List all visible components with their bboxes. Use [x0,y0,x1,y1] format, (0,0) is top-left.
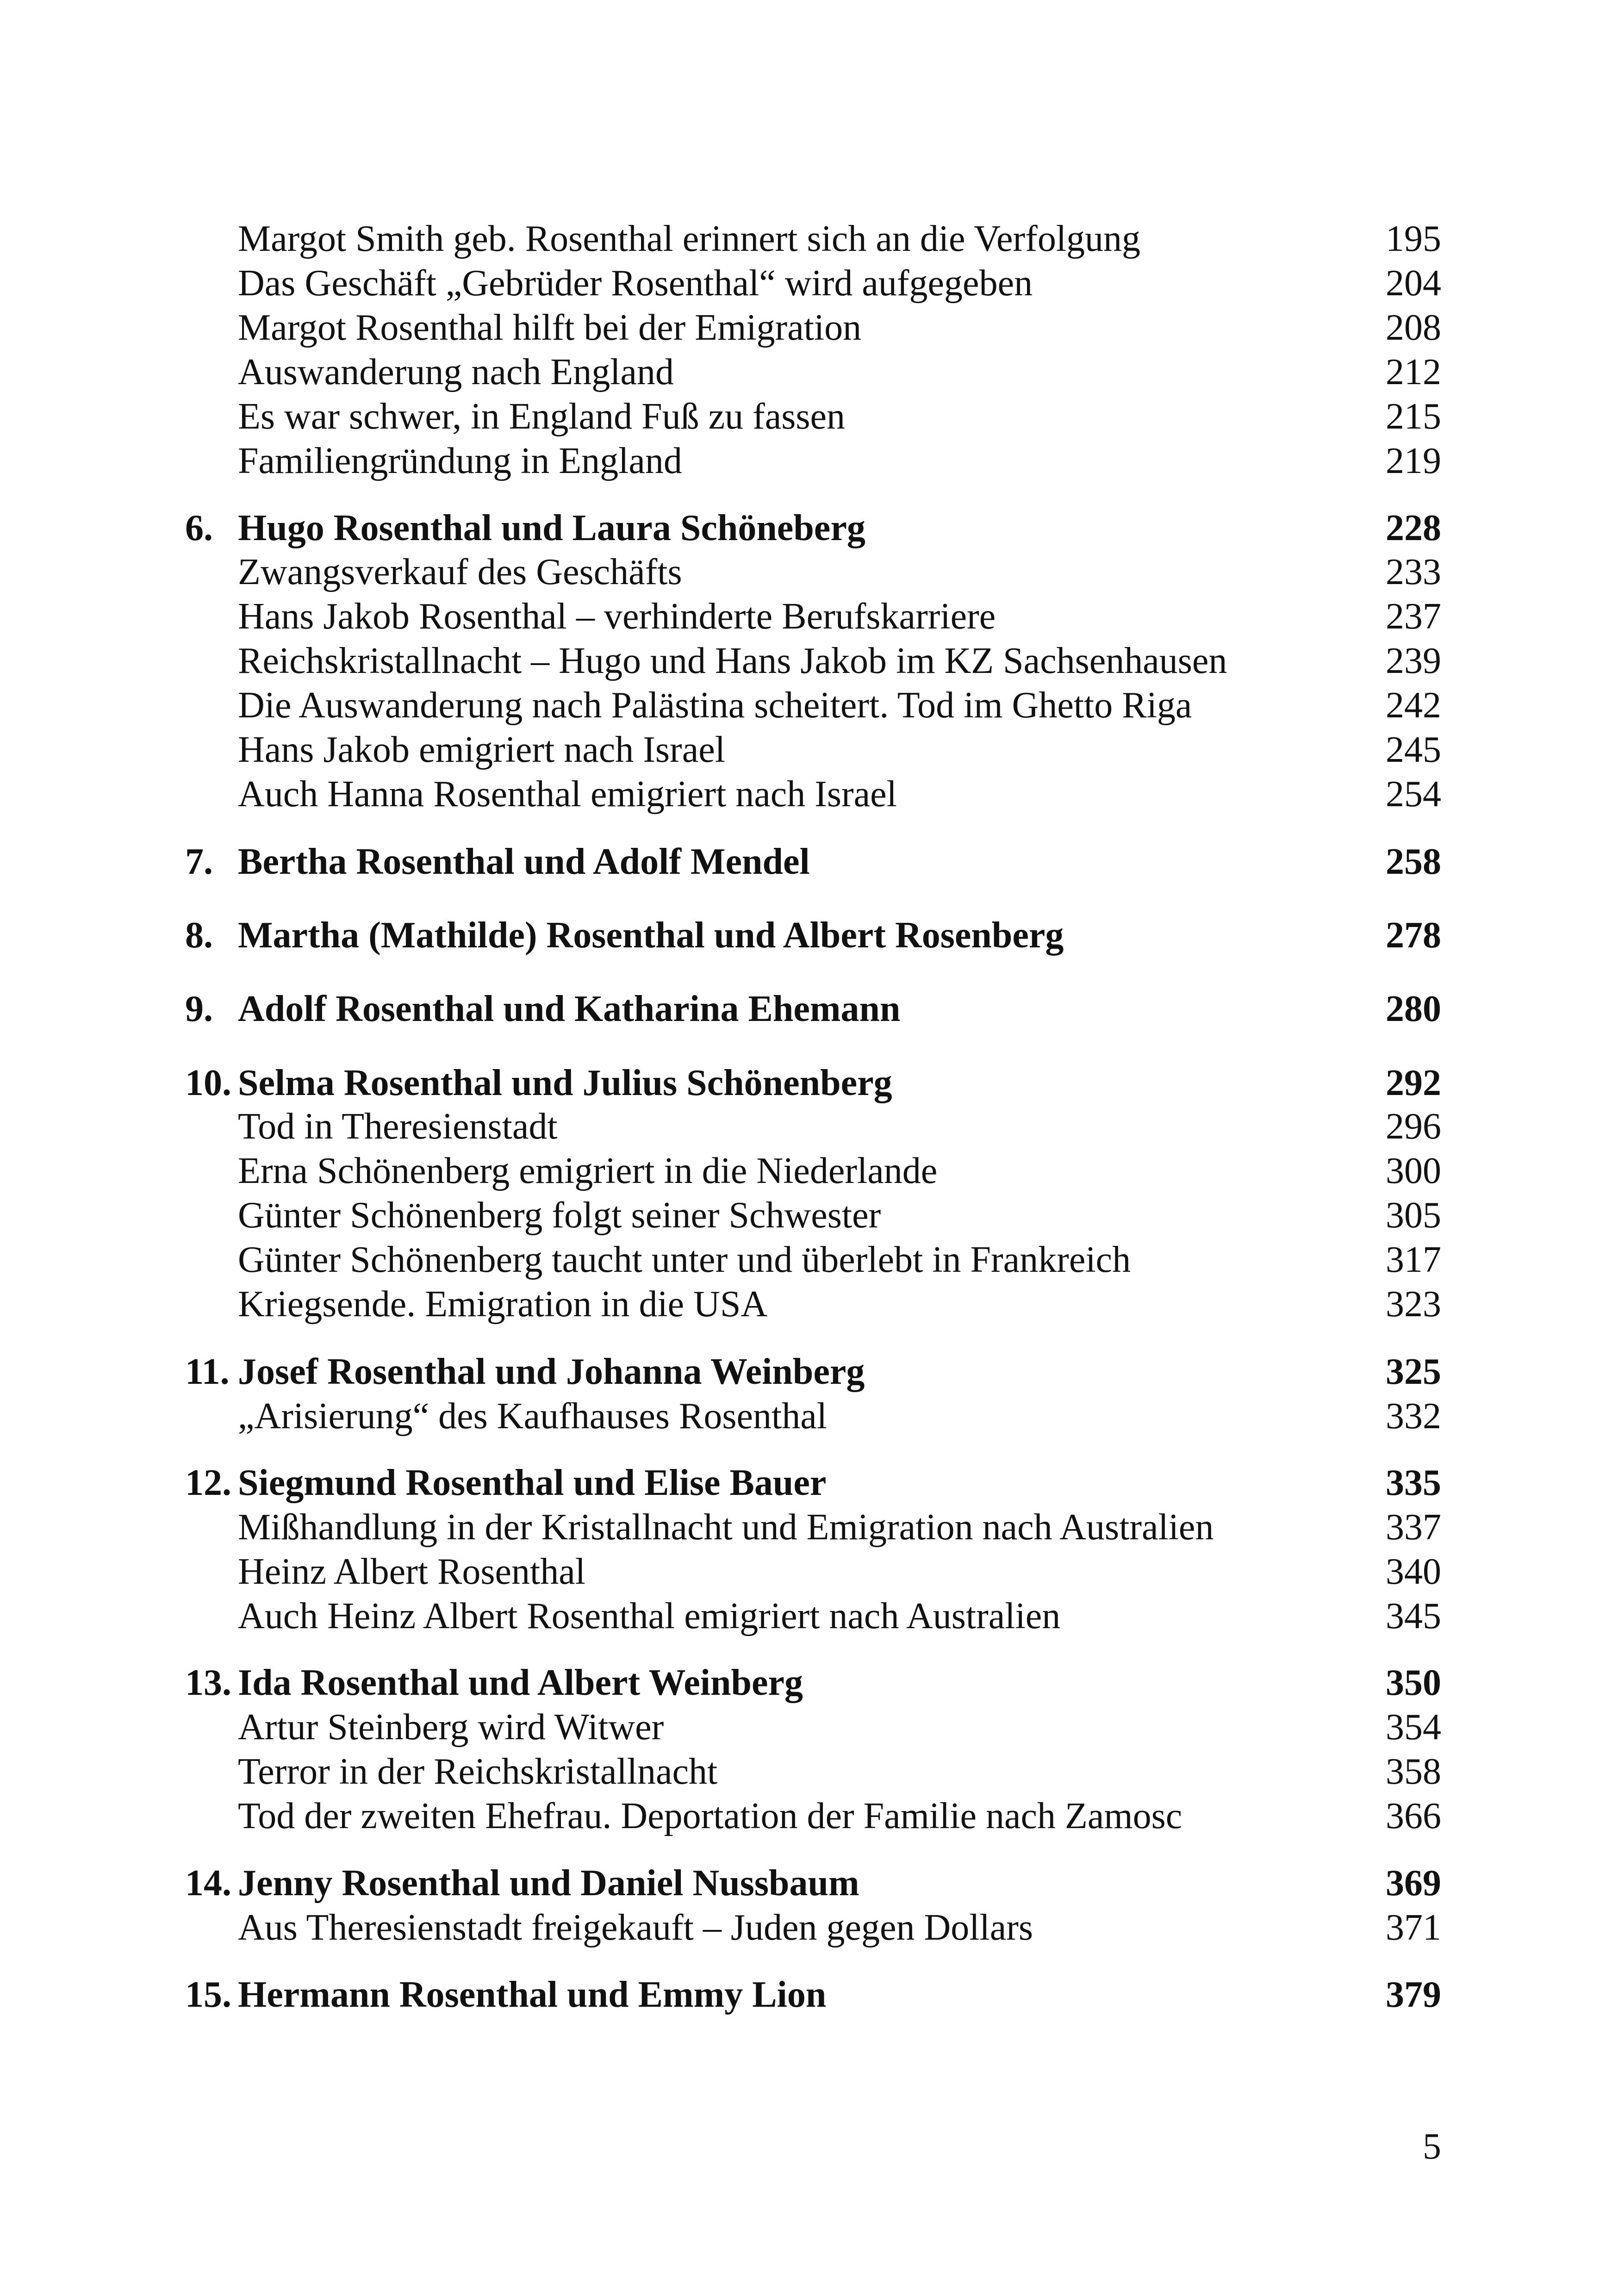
toc-chapter-number: 13. [185,1662,231,1703]
toc-entry-title: Martha (Mathilde) Rosenthal und Albert Rosenberg [238,915,1064,956]
toc-entry-title: Reichskristallnacht – Hugo und Hans Jakob im KZ Sachsenhausen [238,641,1227,681]
toc-entry-title: Heinz Albert Rosenthal [238,1551,585,1592]
toc-subentry-row [0,1149,1618,1193]
toc-entry-page: 323 [1386,1284,1441,1325]
toc-subentry-row [0,1794,1618,1838]
toc-subentry-row [0,683,1618,728]
toc-subentry-row [0,1193,1618,1238]
toc-chapter-number: 14. [185,1863,231,1904]
toc-chapter-row [0,506,1618,550]
toc-entry-title: Tod in Theresienstadt [238,1106,558,1147]
toc-chapter-row [0,1661,1618,1705]
toc-entry-title: Selma Rosenthal und Julius Schönenberg [238,1063,892,1103]
toc-entry-title: Artur Steinberg wird Witwer [238,1707,664,1748]
toc-entry-title: Auch Heinz Albert Rosenthal emigriert nach Australien [238,1596,1061,1636]
toc-entry-page: 292 [1386,1063,1441,1103]
toc-entry-page: 379 [1386,1974,1441,2015]
toc-chapter-row [0,1350,1618,1394]
toc-subentry-row [0,394,1618,439]
toc-chapter-row [0,987,1618,1031]
toc-entry-title: Mißhandlung in der Kristallnacht und Emigration nach Australien [238,1507,1214,1548]
toc-entry-page: 208 [1386,307,1441,348]
toc-chapter-row [0,1972,1618,2017]
toc-entry-page: 215 [1386,396,1441,437]
toc-entry-title: Jenny Rosenthal und Daniel Nussbaum [238,1863,859,1904]
toc-entry-page: 237 [1386,596,1441,637]
toc-subentry-row [0,1549,1618,1594]
toc-entry-page: 278 [1386,915,1441,956]
toc-entry-title: „Arisierung“ des Kaufhauses Rosenthal [238,1396,827,1437]
toc-entry-title: Margot Smith geb. Rosenthal erinnert sich an die Verfolgung [238,218,1141,259]
toc-entry-page: 358 [1386,1751,1441,1792]
toc-entry-title: Josef Rosenthal und Johanna Weinberg [238,1351,865,1392]
toc-chapter-number: 8. [185,915,213,956]
toc-entry-title: Es war schwer, in England Fuß zu fassen [238,396,846,437]
toc-entry-page: 233 [1386,552,1441,592]
toc-entry-page: 369 [1386,1863,1441,1904]
toc-entry-title: Kriegsende. Emigration in die USA [238,1284,768,1325]
toc-entry-title: Günter Schönenberg taucht unter und überlebt in Frankreich [238,1239,1131,1280]
toc-entry-page: 366 [1386,1796,1441,1836]
toc-entry-title: Tod der zweiten Ehefrau. Deportation der Familie nach Zamosc [238,1796,1182,1836]
toc-chapter-number: 12. [185,1462,231,1503]
toc-entry-page: 280 [1386,989,1441,1029]
toc-subentry-row [0,1505,1618,1549]
toc-entry-page: 325 [1386,1351,1441,1392]
toc-subentry-row [0,728,1618,772]
toc-chapter-row [0,913,1618,958]
toc-chapter-row [0,1861,1618,1905]
toc-subentry-row [0,261,1618,305]
toc-chapter-number: 15. [185,1974,231,2015]
page-number: 5 [1423,2126,1441,2167]
toc-chapter-number: 7. [185,841,213,882]
toc-subentry-row [0,439,1618,483]
toc-chapter-number: 11. [185,1351,230,1392]
toc-entry-title: Bertha Rosenthal und Adolf Mendel [238,841,810,882]
toc-subentry-row [0,305,1618,350]
toc-subentry-row [0,594,1618,639]
toc-entry-title: Terror in der Reichskristallnacht [238,1751,718,1792]
toc-chapter-row [0,1061,1618,1105]
toc-entry-page: 228 [1386,508,1441,548]
toc-entry-title: Adolf Rosenthal und Katharina Ehemann [238,989,901,1029]
toc-entry-title: Siegmund Rosenthal und Elise Bauer [238,1462,827,1503]
toc-entry-title: Das Geschäft „Gebrüder Rosenthal“ wird aufgegeben [238,263,1033,304]
toc-chapter-number: 6. [185,508,213,548]
toc-entry-title: Zwangsverkauf des Geschäfts [238,552,682,592]
toc-entry-title: Auch Hanna Rosenthal emigriert nach Israel [238,774,897,815]
toc-entry-title: Günter Schönenberg folgt seiner Schwester [238,1195,881,1236]
toc-subentry-row [0,1394,1618,1438]
toc-subentry-row [0,1749,1618,1794]
toc-entry-page: 305 [1386,1195,1441,1236]
toc-entry-title: Margot Rosenthal hilft bei der Emigration [238,307,862,348]
toc-entry-page: 296 [1386,1106,1441,1147]
toc-subentry-row [0,1282,1618,1326]
toc-entry-page: 239 [1386,641,1441,681]
toc-subentry-row [0,217,1618,261]
toc-entry-page: 195 [1386,218,1441,259]
toc-chapter-row [0,1461,1618,1505]
toc-entry-page: 337 [1386,1507,1441,1548]
toc-entry-page: 242 [1386,685,1441,726]
toc-entry-page: 204 [1386,263,1441,304]
toc-entry-page: 332 [1386,1396,1441,1437]
toc-entry-title: Familiengründung in England [238,441,682,481]
toc-chapter-row [0,840,1618,884]
toc-subentry-row [0,1238,1618,1282]
toc-entry-page: 371 [1386,1907,1441,1948]
toc-entry-title: Die Auswanderung nach Palästina scheitert. Tod im Ghetto Riga [238,685,1192,726]
toc-subentry-row [0,1905,1618,1950]
toc-entry-title: Ida Rosenthal und Albert Weinberg [238,1662,803,1703]
toc-entry-title: Hugo Rosenthal und Laura Schöneberg [238,508,865,548]
toc-entry-page: 245 [1386,729,1441,770]
toc-subentry-row [0,550,1618,594]
toc-subentry-row [0,1104,1618,1149]
toc-entry-page: 350 [1386,1662,1441,1703]
toc-entry-page: 219 [1386,441,1441,481]
toc-entry-page: 258 [1386,841,1441,882]
toc-entry-page: 340 [1386,1551,1441,1592]
toc-subentry-row [0,1705,1618,1749]
toc-entry-page: 317 [1386,1239,1441,1280]
toc-entry-title: Hermann Rosenthal und Emmy Lion [238,1974,827,2015]
toc-entry-page: 354 [1386,1707,1441,1748]
toc-chapter-number: 9. [185,989,213,1029]
toc-subentry-row [0,1594,1618,1638]
toc-entry-page: 345 [1386,1596,1441,1636]
toc-entry-title: Aus Theresienstadt freigekauft – Juden gegen Dollars [238,1907,1033,1948]
toc-entry-page: 335 [1386,1462,1441,1503]
toc-subentry-row [0,639,1618,683]
toc-entry-title: Hans Jakob emigriert nach Israel [238,729,725,770]
toc-entry-page: 254 [1386,774,1441,815]
toc-entry-page: 212 [1386,352,1441,392]
toc-entry-title: Hans Jakob Rosenthal – verhinderte Berufskarriere [238,596,996,637]
toc-entry-title: Erna Schönenberg emigriert in die Niederlande [238,1151,938,1191]
toc-subentry-row [0,350,1618,394]
toc-entry-title: Auswanderung nach England [238,352,674,392]
toc-entry-page: 300 [1386,1151,1441,1191]
toc-subentry-row [0,772,1618,816]
toc-chapter-number: 10. [185,1063,231,1103]
